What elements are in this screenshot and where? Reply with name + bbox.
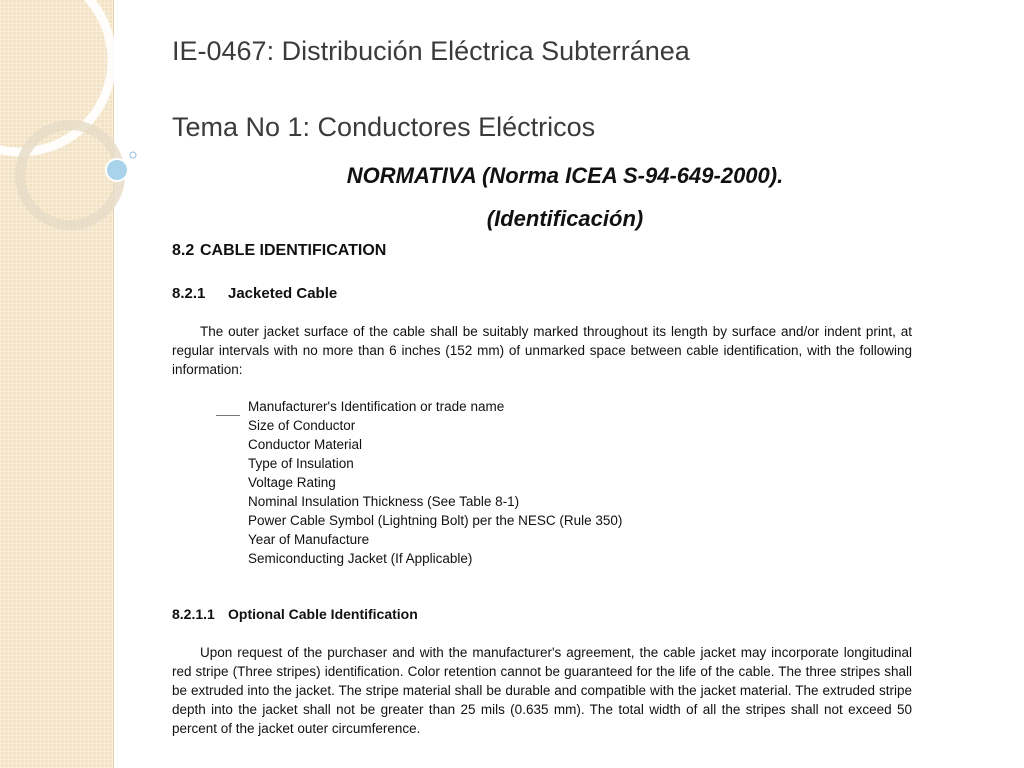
optional-title: Optional Cable Identification: [228, 606, 418, 622]
subsection-number: 8.2.1: [172, 285, 206, 302]
course-title: IE-0467: Distribución Eléctrica Subterránea: [172, 36, 690, 66]
list-item: Manufacturer's Identification or trade name: [248, 399, 505, 414]
optional-paragraph: Upon request of the purchaser and with the manufacturer's agreement, the cable jacket may incorporate longitudinal red stripe (Three stripes) identification. Color retention cannot be guaranteed for the life of the cable. The three stripes shall be extruded into the jacket. The stripe material shall be durable and compatible with the jacket material. The extruded stripe depth into the jacket shall not be greater than 25 mils (0.635 mm). The total width of all the stripes shall not exceed 50 percent of the jacket outer circumference.: [172, 645, 912, 736]
list-item: Year of Manufacture: [248, 532, 370, 547]
identificacion-subtitle: (Identificación): [486, 206, 644, 231]
subsection-title: Jacketed Cable: [228, 285, 338, 302]
list-item: Conductor Material: [248, 437, 363, 452]
jacketed-cable-paragraph: The outer jacket surface of the cable shall be suitably marked throughout its length by surface and/or indent print, at regular intervals with no more than 6 inches (152 mm) of unmarked space between cable identification, with the following information:: [172, 324, 912, 377]
optional-number: 8.2.1.1: [172, 606, 215, 622]
list-item: Voltage Rating: [248, 475, 336, 490]
list-item: Power Cable Symbol (Lightning Bolt) per the NESC (Rule 350): [248, 513, 623, 528]
scan-mark: [216, 415, 240, 416]
normativa-subtitle: NORMATIVA (Norma ICEA S-94-649-2000).: [346, 163, 784, 188]
small-bubble: [130, 152, 136, 158]
decorative-rings: [0, 0, 150, 260]
topic-title: Tema No 1: Conductores Eléctricos: [172, 112, 596, 142]
list-item: Size of Conductor: [248, 418, 356, 433]
section-number: 8.2: [172, 242, 195, 259]
list-item: Type of Insulation: [248, 456, 354, 471]
bubble: [106, 159, 128, 181]
identification-list: [248, 397, 622, 568]
list-item: Nominal Insulation Thickness (See Table 8-1): [248, 494, 520, 509]
list-item: Semiconducting Jacket (If Applicable): [248, 551, 473, 566]
section-title: CABLE IDENTIFICATION: [200, 242, 387, 259]
